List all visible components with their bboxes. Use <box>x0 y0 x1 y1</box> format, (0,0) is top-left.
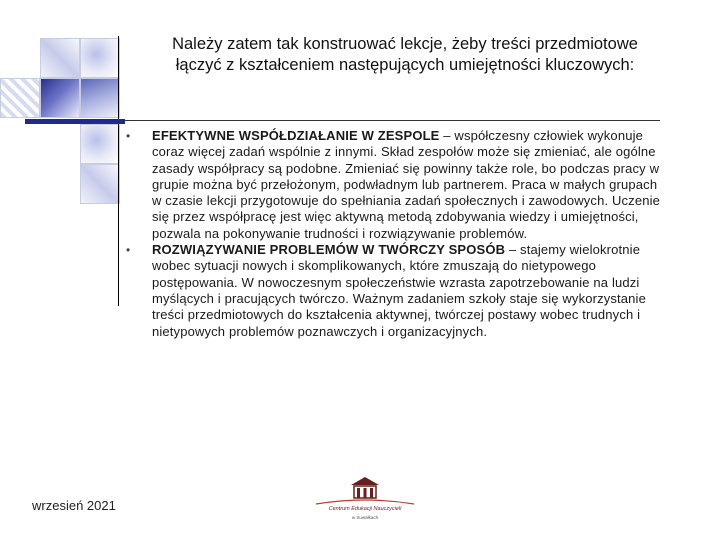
logo-text: Centrum Edukacji Nauczycieli <box>328 506 402 512</box>
accent-bar <box>25 119 125 124</box>
item-heading: EFEKTYWNE WSPÓŁDZIAŁANIE W ZESPOLE <box>152 128 440 143</box>
tile-image <box>80 124 120 164</box>
tile-image <box>80 38 120 78</box>
tile-image <box>0 78 40 118</box>
house-icon <box>350 476 380 500</box>
tile-image <box>80 164 120 204</box>
footer-date: wrzesień 2021 <box>32 498 116 513</box>
item-text: – współczesny człowiek wykonuje coraz więcej zadań wspólnie z innymi. Skład zespołów może się zmieniać, ale ogólne zasady współpracy są podobne. Zmieniać się powinny także role, bo podczas pracy w grupie można być przełożonym, podwładnym lub partnerem. Praca w małych grupach w czasie lekcji przygotowuje do spełniania zadań społecznych i zawodowych. Uczenie się przez współpracę jest więc aktywną metodą zdobywania wiedzy i umiejętności, pozwala na pokonywanie trudności i rozwiązywanie problemów. <box>152 128 661 241</box>
list-item <box>120 128 665 242</box>
bullet-icon: • <box>126 243 131 258</box>
item-text: – stajemy wielokrotnie wobec sytuacji nowych i skomplikowanych, które zmuszają do nietypowego postępowania. W nowoczesnym społeczeństwie wzrasta zapotrzebowanie na ludzi myślących i pracujących twórczo. Ważnym zadaniem szkoły staje się wykorzystanie treści przedmiotowych do kształcenia aktywnej, twórczej postawy wobec trudnych i nietypowych problemów poznawczych i organizacyjnych. <box>152 242 646 339</box>
institution-logo <box>310 470 420 526</box>
item-heading: ROZWIĄZYWANIE PROBLEMÓW W TWÓRCZY SPOSÓB <box>152 242 506 258</box>
bullet-icon: • <box>126 129 131 143</box>
logo-swoosh-icon <box>314 498 416 506</box>
tile-image <box>80 78 120 118</box>
tile-image <box>40 78 80 118</box>
vertical-divider <box>118 36 119 306</box>
logo-subtext: w Suwałkach <box>351 515 379 520</box>
tile-image <box>40 38 80 78</box>
slide-title: Należy zatem tak konstruować lekcje, żeby treści przedmiotowe łączyć z kształceniem następujących umiejętności kluczowych: <box>172 35 638 74</box>
list-item <box>120 242 665 340</box>
horizontal-divider <box>125 120 660 121</box>
bullet-list <box>120 128 665 340</box>
